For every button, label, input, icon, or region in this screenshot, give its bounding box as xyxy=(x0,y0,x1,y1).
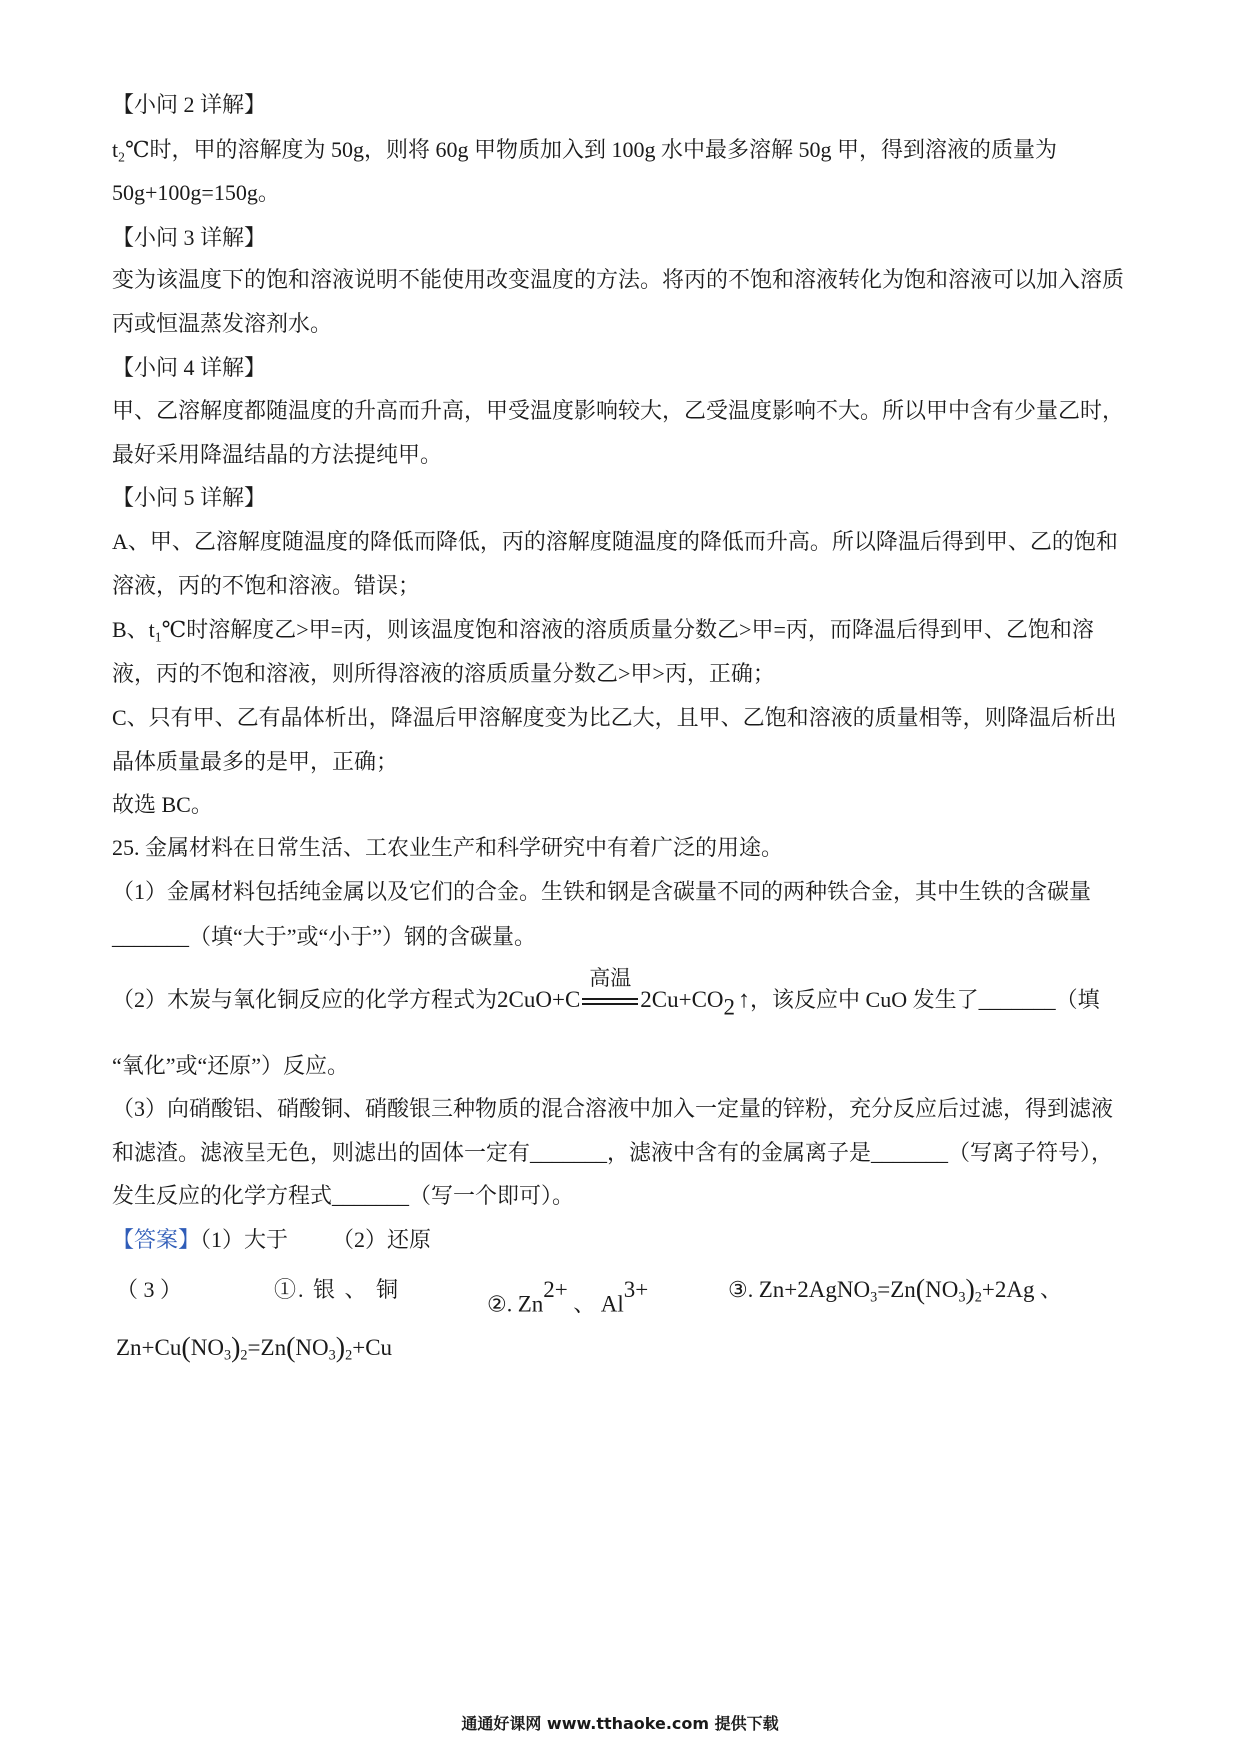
q25-part-1-line-1: （1）金属材料包括纯金属以及它们的合金。生铁和钢是含碳量不同的两种铁合金，其中生铁的含碳量 xyxy=(112,879,1092,904)
eq2-term: =Zn xyxy=(247,1335,287,1360)
eq2-paren: ( xyxy=(286,1332,296,1364)
q5-conclusion: 故选 BC。 xyxy=(112,792,213,817)
reaction-condition xyxy=(582,966,638,1013)
q25-part-3-line-3-b: （写一个即可）。 xyxy=(409,1183,575,1208)
q25-part-3-line-2-c: （写离子符号）， xyxy=(948,1140,1114,1165)
answer-part-2: （2）还原 xyxy=(332,1227,432,1252)
q25-part-2-pre: （2）木炭与氧化铜反应的化学方程式为 xyxy=(112,987,498,1012)
q5-option-b-pre: B、t xyxy=(112,617,155,642)
reaction-condition-text: 高温 xyxy=(589,966,632,990)
eq2-term: NO xyxy=(295,1335,329,1360)
q25-part-1-line-2-text: （填“大于”或“小于”）钢的含碳量。 xyxy=(189,924,537,949)
q25-part-2-tail: （填 xyxy=(1055,987,1100,1012)
q4-line-2: 最好采用降温结晶的方法提纯甲。 xyxy=(112,442,443,467)
eq1-subscript: 2 xyxy=(974,1289,982,1306)
item-3-separator: 、 xyxy=(1034,1277,1063,1302)
q5-option-b-post: ℃时溶解度乙>甲=丙，则该温度饱和溶液的溶质质量分数乙>甲=丙，而降温后得到甲、乙饱和溶 xyxy=(161,617,1094,642)
q25-part-2-line-2: “氧化”或“还原”）反应。 xyxy=(112,1053,350,1078)
q25-part-3-line-1: （3）向硝酸铝、硝酸铜、硝酸银三种物质的混合溶液中加入一定量的锌粉，充分反应后过滤，得到滤液 xyxy=(112,1096,1114,1121)
q5-heading: 【小问 5 详解】 xyxy=(112,485,267,510)
eq2-subscript: 3 xyxy=(223,1347,232,1364)
q25-part-2-post: ，该反应中 CuO 发生了 xyxy=(750,987,979,1012)
equation-reactants: 2CuO+C xyxy=(497,987,581,1012)
eq1-paren: ) xyxy=(965,1274,975,1306)
answer-line-2 xyxy=(0,1274,1240,1317)
answer-blank: _______ xyxy=(530,1140,608,1165)
eq2-term: Zn+Cu xyxy=(116,1335,182,1360)
answer-part-3-item-1: ①. 银 、 铜 xyxy=(274,1277,401,1302)
ion-zinc-charge: 2+ xyxy=(543,1277,568,1302)
answer-part-1: （1）大于 xyxy=(200,1227,289,1252)
answer-blank: _______ xyxy=(112,924,189,949)
q2-line-1-post: ℃时，甲的溶解度为 50g，则将 60g 甲物质加入到 100g 水中最多溶解 50g 甲，得到溶液的质量为 xyxy=(124,137,1058,162)
q25-part-3-line-2-a: 和滤渣。滤液呈无色，则滤出的固体一定有 xyxy=(112,1140,531,1165)
item-2-label: ②. xyxy=(487,1291,518,1317)
eq2-subscript: 3 xyxy=(328,1347,336,1364)
eq1-term: Zn+2AgNO xyxy=(758,1277,871,1302)
q5-option-a-line-2: 溶液，丙的不饱和溶液。错误； xyxy=(112,573,421,598)
eq2-paren: ( xyxy=(181,1332,191,1364)
equation-products-subscript: 2 xyxy=(723,994,736,1020)
answer-part-3-label: （ 3 ） xyxy=(116,1277,183,1302)
ion-aluminium-charge: 3+ xyxy=(623,1277,649,1302)
eq1-paren: ( xyxy=(915,1274,926,1306)
answer-equation-2 xyxy=(116,1334,392,1370)
eq2-subscript: 2 xyxy=(240,1347,248,1364)
answer-part-3-item-2 xyxy=(487,1276,648,1318)
q25-part-3-line-3 xyxy=(112,1183,574,1209)
q3-line-1: 变为该温度下的饱和溶液说明不能使用改变温度的方法。将丙的不饱和溶液转化为饱和溶液可以加入溶质 xyxy=(112,267,1125,292)
q25-part-3-line-2-b: ，滤液中含有的金属离子是 xyxy=(607,1140,872,1165)
eq2-subscript: 2 xyxy=(345,1347,353,1364)
q25-part-3-line-3-a: 发生反应的化学方程式 xyxy=(112,1183,333,1208)
answer-line-1 xyxy=(112,1227,431,1253)
gas-arrow-icon: ↑ xyxy=(738,987,751,1013)
eq1-term: +2Ag xyxy=(981,1277,1035,1302)
q5-option-b-line-2: 液，丙的不饱和溶液，则所得溶液的溶质质量分数乙>甲>丙，正确； xyxy=(112,661,775,686)
eq2-term: +Cu xyxy=(352,1335,393,1360)
eq2-paren: ) xyxy=(231,1332,241,1364)
item-2-separator: 、 xyxy=(567,1291,601,1317)
q4-heading: 【小问 4 详解】 xyxy=(112,355,267,380)
answer-blank: _______ xyxy=(332,1183,410,1208)
q2-line-1 xyxy=(112,137,1057,170)
q2-line-1-pre: t xyxy=(112,137,119,162)
eq1-subscript: 3 xyxy=(958,1289,966,1306)
item-3-label: ③. xyxy=(728,1277,759,1302)
q2-line-1-subscript: 2 xyxy=(118,149,125,165)
q5-option-b-subscript: 1 xyxy=(154,629,162,645)
q5-option-c-line-1: C、只有甲、乙有晶体析出，降温后甲溶解度变为比乙大，且甲、乙饱和溶液的质量相等，则降温后析出 xyxy=(112,705,1117,730)
eq2-term: NO xyxy=(190,1335,224,1360)
reaction-equals-bar xyxy=(582,998,638,1005)
q2-heading: 【小问 2 详解】 xyxy=(112,92,267,117)
equation-1 xyxy=(758,1274,1035,1306)
q25-part-1-line-2 xyxy=(112,924,536,950)
q25-part-2-line-1 xyxy=(112,966,1100,1020)
answer-blank: _______ xyxy=(978,987,1056,1012)
page-footer: 通通好课网 www.tthaoke.com 提供下载 xyxy=(461,1714,779,1733)
q25-stem: 25. 金属材料在日常生活、工农业生产和科学研究中有着广泛的用途。 xyxy=(112,835,784,860)
answer-blank: _______ xyxy=(871,1140,949,1165)
answer-part-3-item-3 xyxy=(728,1276,1062,1312)
q4-line-1: 甲、乙溶解度都随温度的升高而升高，甲受温度影响较大，乙受温度影响不大。所以甲中含有少量乙时， xyxy=(112,398,1125,423)
eq1-subscript: 3 xyxy=(870,1289,878,1306)
eq1-term: =Zn xyxy=(877,1277,916,1302)
ion-zinc: Zn xyxy=(517,1291,544,1317)
q3-line-2: 丙或恒温蒸发溶剂水。 xyxy=(112,311,333,336)
equation-products: 2Cu+CO xyxy=(640,987,724,1012)
q5-option-c-line-2: 晶体质量最多的是甲，正确； xyxy=(112,749,399,774)
answer-tag: 【答案】 xyxy=(112,1227,201,1252)
ion-aluminium: Al xyxy=(600,1291,624,1317)
q5-option-a-line-1: A、甲、乙溶解度随温度的降低而降低，丙的溶解度随温度的降低而升高。所以降温后得到甲、乙的饱和 xyxy=(112,529,1118,554)
eq2-paren: ) xyxy=(335,1332,346,1364)
eq1-term: NO xyxy=(925,1277,959,1302)
q2-line-2: 50g+100g=150g。 xyxy=(112,180,280,205)
q25-part-3-line-2 xyxy=(112,1140,1113,1166)
q3-heading: 【小问 3 详解】 xyxy=(112,225,267,250)
q5-option-b-line-1 xyxy=(112,617,1094,650)
